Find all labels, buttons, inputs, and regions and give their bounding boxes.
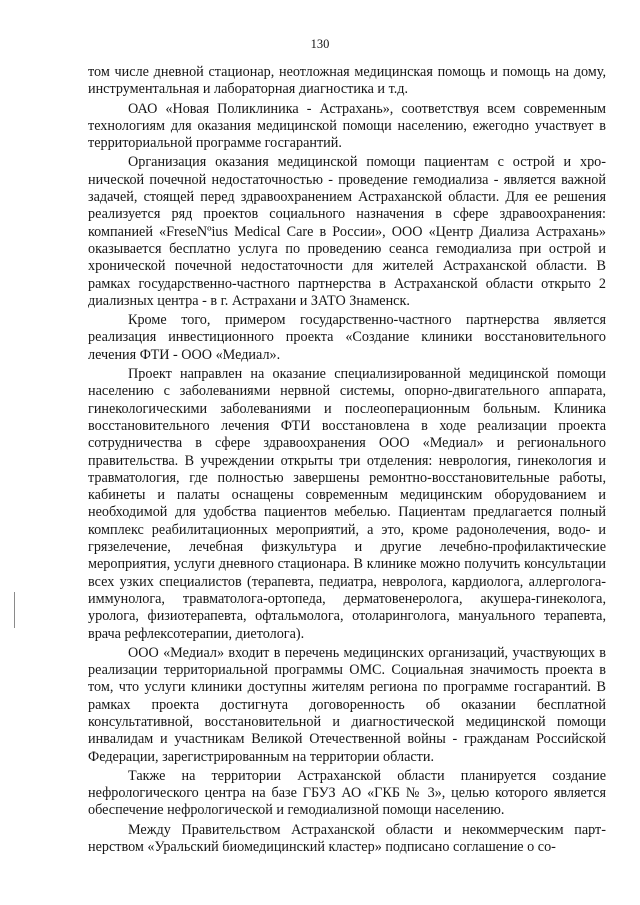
paragraph-clinic-project: Проект направлен на оказание специализированной медицинской помощи населению с заболеваниями нервной системы, опорно-двигательного аппарата, гинекологическими заболеваниями и послеоперационным больным. Клиника восстановительного лечения ФТИ восстановлена в ходе реализации проекта сотрудничества в сфере здравоохранения ООО «Медиал» и регионального правительства. В учреждении открыты три отделения: неврология, гинекология и травматология, где полностью завершены ремонтно-восстановительные работы, кабинеты и палаты оснащены современным медицинским оборудованием и необходимой для удобства пациентов мебелью. Пациентам предлагается полный комплекс реабилитационных мероприятий, а это, кроме радонолечения, водо- и грязелечение, лечебная физкультура и другие лечебно-профилактические мероприятия, услуги дневного стационара. В клинике можно получить консультации всех узких специалистов (терапевта, педиатра, невролога, кардиолога, аллерголога-иммунолога, травматолога-ортопеда, дерматовенеролога, акушера-гинеколога, уролога, физиотерапевта, офтальмолога, отоларинголога, мануального терапевта, врача рефлексотерапии, диетолога). <box>88 366 606 642</box>
scan-edge-mark <box>14 592 15 628</box>
paragraph-medial-oms: ООО «Медиал» входит в перечень медицинских организаций, участвующих в реализации территориальной программы ОМС. Социальная значимость проекта в том, что услуги клиники доступны жителям региона по программе госгарантий. В рамках проекта достигнута договоренность об оказании бесплатной консультативной, восстановительной и диагностической медицинской помощи инвалидам и участникам Великой Отечественной войны - гражданам Российской Федерации, зарегистрированным на территории области. <box>88 644 606 765</box>
paragraph-ural-cluster: Между Правительством Астраханской области и некоммерческим партнерством «Уральский биомедицинский кластер» подписано соглашение о со- <box>88 821 606 856</box>
paragraph-continued: том числе дневной стационар, неотложная медицинская помощь и помощь на дому, инструментальная и лабораторная диагностика и т.д. <box>88 64 606 98</box>
page-number: 130 <box>310 37 330 51</box>
paragraph-hemodialysis: Организация оказания медицинской помощи пациентам с острой и хронической почечной недостаточностью - проведение гемодиализа - является важной задачей, стоящей перед здравоохранением Астраханской области. Для ее решения реализуется ряд проектов социального назначения в сфере здравоохранения: компанией «FreseNºius Medical Care в России», ООО «Центр Диализа Астрахань» оказывается бесплатно услуга по проведению сеанса гемодиализа при острой и хронической почечной недостаточности для жителей Астраханской области. В рамках государственно-частного партнерства в Астраханской области открыто 2 диализных центра - в г. Астрахани и ЗАТО Знаменск. <box>88 154 606 309</box>
document-body <box>88 64 606 858</box>
paragraph-nephrology-center: Также на территории Астраханской области планируется создание нефрологического центра на базе ГБУЗ АО «ГКБ № 3», целью которого является обеспечение нефрологической и гемодиализной помощи населению. <box>88 767 606 819</box>
paragraph-public-private-partnership: Кроме того, примером государственно-частного партнерства является реализация инвестиционного проекта «Создание клиники восстановительного лечения ФТИ - ООО «Медиал». <box>88 312 606 363</box>
paragraph-novaya-poliklinika: ОАО «Новая Поликлиника - Астрахань», соответствуя всем современным технологиям для оказания медицинской помощи населению, ежегодно участвует в территориальной программе госгарантий. <box>88 100 606 152</box>
